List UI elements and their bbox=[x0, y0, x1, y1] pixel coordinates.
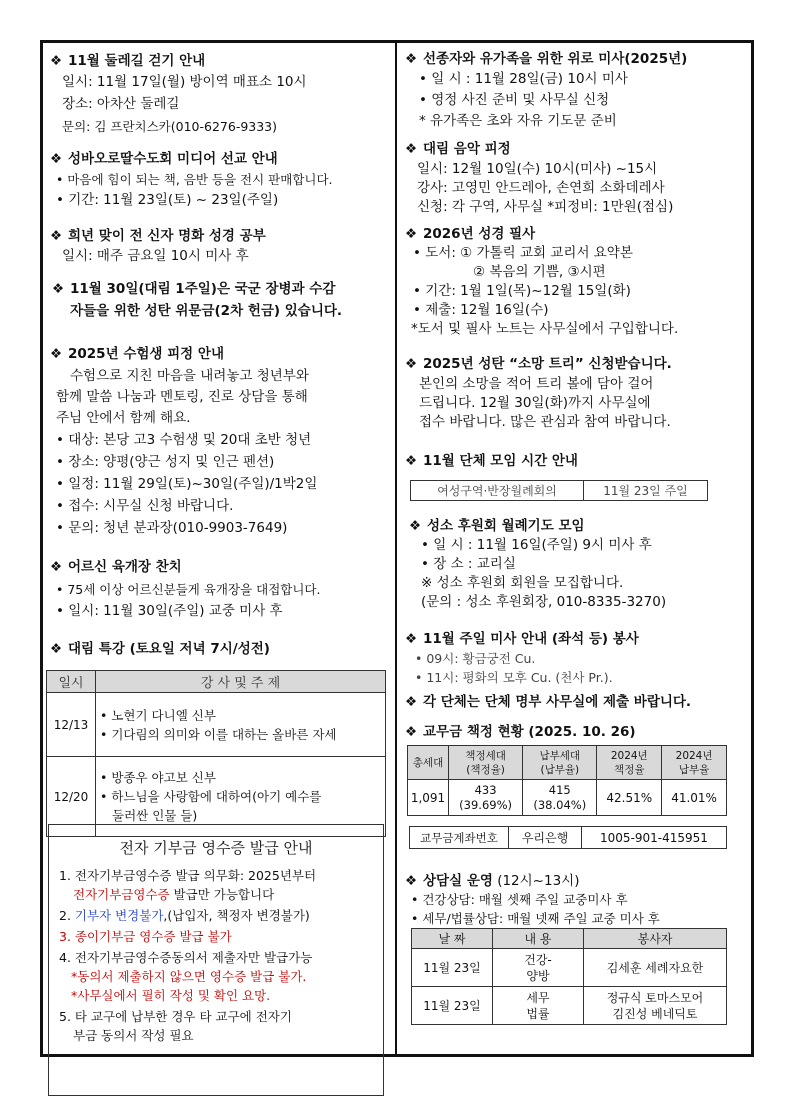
roster-title bbox=[405, 693, 691, 711]
christmas-gift-line: 자들을 위한 성탄 위문금(2차 헌금) 있습니다. bbox=[70, 303, 343, 319]
receipt-text: 2. bbox=[59, 908, 75, 923]
counsel-title-text: 상담실 운영 bbox=[423, 873, 493, 889]
column-header: 2024년 책정율 bbox=[597, 746, 662, 780]
christmas-gift-section bbox=[52, 280, 342, 320]
christmas-gift-text: 11월 30일(대림 1주일)은 국군 장병과 수감 bbox=[70, 281, 336, 297]
lecture-date: 12/20 bbox=[47, 757, 96, 837]
receipt-item-5-cont: 부금 동의서 작성 필요 bbox=[73, 1028, 194, 1043]
column-header: 봉사자 bbox=[584, 929, 727, 949]
column-divider bbox=[395, 40, 397, 1057]
memorial-line: • 영정 사진 준비 및 사무실 신청 bbox=[419, 92, 610, 108]
lecture-detail bbox=[96, 693, 386, 757]
bible-copy-line: • 제출: 12월 16일(수) bbox=[413, 302, 549, 318]
diamond-icon: ❖ bbox=[409, 518, 422, 534]
table-row bbox=[47, 693, 386, 757]
receipt-note: *동의서 제출하지 않으면 영수증 발급 불가. bbox=[71, 969, 307, 984]
exam-retreat-line: • 장소: 양평(양근 성지 및 인근 펜션) bbox=[56, 454, 275, 470]
table-row bbox=[411, 481, 708, 501]
counsel-content: 세무 법률 bbox=[493, 987, 584, 1025]
column-header: 내 용 bbox=[493, 929, 584, 949]
receipt-note: *사무실에서 필히 작성 및 확인 요망. bbox=[71, 988, 271, 1003]
column-header: 강 사 및 주 제 bbox=[96, 671, 386, 693]
walk-title-text: 11월 둘레길 걷기 안내 bbox=[68, 53, 206, 69]
sponsors-line: • 일 시 : 11월 16일(주일) 9시 미사 후 bbox=[421, 537, 652, 553]
bible-copy-title bbox=[405, 225, 678, 243]
roster-title-text: 각 단체는 단체 명부 사무실에 제출 바랍니다. bbox=[423, 694, 692, 710]
sunday-mass-line: • 11시: 평화의 모후 Cu. (천사 Pr.). bbox=[415, 670, 613, 685]
receipt-item-4: 4. 전자기부금영수증동의서 제출자만 발급가능 bbox=[59, 950, 313, 965]
sponsors-line: ※ 성소 후원회 회원을 모집합니다. bbox=[421, 575, 624, 591]
hope-tree-line: 접수 바랍니다. 많은 관심과 참여 바랍니다. bbox=[419, 414, 671, 430]
media-title bbox=[50, 150, 333, 168]
group-meeting-name: 여성구역·반장월례회의 bbox=[411, 481, 584, 501]
lecture-topic: 기다림의 의미와 이를 대하는 올바른 자세 bbox=[111, 726, 337, 742]
advent-retreat-line: 강사: 고영민 안드레아, 손연희 소화데레사 bbox=[417, 180, 665, 196]
media-line: • 기간: 11월 23일(토) ~ 23일(주일) bbox=[56, 192, 279, 208]
elders-line: • 일시: 11월 30일(주일) 교중 미사 후 bbox=[56, 603, 283, 619]
column-header: 날 짜 bbox=[412, 929, 493, 949]
diamond-icon: ❖ bbox=[50, 641, 63, 657]
counsel-volunteer: 정규식 토마스모어 김진성 베네딕토 bbox=[584, 987, 727, 1025]
table-header-row bbox=[47, 671, 386, 693]
lecture-speaker: 노현기 다니엘 신부 bbox=[111, 707, 216, 723]
elders-line: • 75세 이상 어르신분들게 육개장을 대접합니다. bbox=[56, 582, 321, 597]
bible-study-section bbox=[50, 227, 266, 266]
list-item: • 기다림의 의미와 이를 대하는 올바른 자세 bbox=[100, 726, 337, 742]
dues-value: 415 (38.04%) bbox=[523, 780, 597, 816]
account-number: 1005-901-415951 bbox=[582, 827, 727, 849]
roster-section bbox=[405, 693, 691, 711]
bible-study-line: 일시: 매주 금요일 10시 미사 후 bbox=[62, 248, 249, 264]
counsel-table bbox=[411, 928, 727, 1025]
receipt-highlight: 기부자 변경불가 bbox=[74, 908, 164, 923]
group-meeting-table bbox=[410, 480, 708, 501]
sponsors-line: • 장 소 : 교리실 bbox=[421, 556, 516, 572]
advent-retreat-line: 신청: 각 구역, 사무실 *피정비: 1만원(점심) bbox=[417, 199, 674, 215]
advent-lecture-title bbox=[50, 640, 270, 658]
media-section bbox=[50, 150, 333, 210]
table-row bbox=[408, 780, 727, 816]
diamond-icon: ❖ bbox=[50, 151, 63, 167]
hope-tree-title bbox=[405, 355, 672, 373]
receipt-highlight: 전자기부금영수증 bbox=[73, 887, 170, 902]
hope-tree-line: 드립니다. 12월 30일(화)까지 사무실에 bbox=[419, 395, 651, 411]
advent-lecture-section bbox=[50, 640, 270, 658]
diamond-icon: ❖ bbox=[405, 453, 418, 469]
sponsors-section bbox=[409, 517, 666, 612]
memorial-line: * 유가족은 초와 자유 기도문 준비 bbox=[419, 113, 617, 129]
exam-retreat-line: • 문의: 청년 분과장(010-9903-7649) bbox=[56, 520, 288, 536]
lecture-date: 12/13 bbox=[47, 693, 96, 757]
diamond-icon: ❖ bbox=[52, 281, 65, 297]
receipt-item-2 bbox=[59, 906, 383, 925]
receipt-box bbox=[48, 824, 384, 1096]
hope-tree-section bbox=[405, 355, 672, 432]
diamond-icon: ❖ bbox=[405, 141, 418, 157]
bible-copy-line: ② 복음의 기쁨, ③시편 bbox=[473, 264, 606, 280]
bible-copy-line: • 도서: ① 가톨릭 교회 교리서 요약본 bbox=[413, 245, 633, 261]
counsel-line: • 건강상담: 매월 셋째 주일 교중미사 후 bbox=[411, 892, 628, 907]
account-table bbox=[409, 826, 727, 849]
christmas-gift-line bbox=[52, 280, 342, 298]
receipt-item-1: 1. 전자기부금영수증 발급 의무화: 2025년부터 bbox=[59, 868, 317, 883]
sponsors-line: (문의 : 성소 후원회장, 010-8335-3270) bbox=[421, 594, 667, 610]
lecture-topic: 하느님을 사랑함에 대하여(아기 예수를 bbox=[111, 789, 322, 804]
counsel-line: • 세무/법률상담: 매월 넷째 주일 교중 미사 후 bbox=[411, 911, 660, 926]
diamond-icon: ❖ bbox=[405, 724, 418, 740]
exam-retreat-section bbox=[50, 345, 317, 538]
advent-lecture-table bbox=[46, 670, 386, 837]
walk-line: 일시: 11월 17일(월) 방이역 매표소 10시 bbox=[62, 74, 307, 90]
group-meeting-date: 11월 23일 주일 bbox=[584, 481, 708, 501]
dues-value: 433 (39.69%) bbox=[449, 780, 523, 816]
bible-copy-title-text: 2026년 성경 필사 bbox=[423, 226, 536, 242]
group-meeting-section bbox=[405, 452, 578, 470]
receipt-item-5: 5. 타 교구에 납부한 경우 타 교구에 전자기 bbox=[59, 1009, 292, 1024]
sunday-mass-line: • 09시: 황금궁전 Cu. bbox=[415, 651, 536, 666]
column-header: 책정세대 (책정율) bbox=[449, 746, 523, 780]
sponsors-title bbox=[409, 517, 666, 535]
walk-line: 장소: 아차산 둘레길 bbox=[62, 96, 180, 112]
advent-retreat-line: 일시: 12월 10일(수) 10시(미사) ~15시 bbox=[417, 161, 658, 177]
list-item: • 노현기 다니엘 신부 bbox=[100, 707, 216, 723]
bible-study-title-text: 희년 맞이 전 신자 명화 성경 공부 bbox=[68, 228, 266, 244]
walk-section bbox=[50, 52, 307, 136]
column-header: 납부세대 (납부율) bbox=[523, 746, 597, 780]
counsel-volunteer: 김세훈 세례자요한 bbox=[584, 949, 727, 987]
sunday-mass-title-text: 11월 주일 미사 안내 (좌석 등) 봉사 bbox=[423, 631, 639, 647]
group-meeting-title-text: 11월 단체 모임 시간 안내 bbox=[423, 453, 578, 469]
bible-copy-section bbox=[405, 225, 678, 339]
exam-retreat-title bbox=[50, 345, 317, 363]
diamond-icon: ❖ bbox=[405, 226, 418, 242]
bible-copy-line: • 기간: 1월 1일(목)~12월 15일(화) bbox=[413, 283, 631, 299]
lecture-topic-cont: 둘러싼 인물 들) bbox=[112, 808, 198, 823]
bank-name: 우리은행 bbox=[509, 827, 582, 849]
bible-study-title bbox=[50, 227, 266, 245]
exam-retreat-line: • 대상: 본당 고3 수험생 및 20대 초반 청년 bbox=[56, 432, 312, 448]
table-row bbox=[412, 987, 727, 1025]
table-header-row bbox=[408, 746, 727, 780]
memorial-title bbox=[405, 50, 687, 68]
dues-value: 1,091 bbox=[408, 780, 449, 816]
exam-retreat-line: • 접수: 시무실 신청 바랍니다. bbox=[56, 498, 234, 514]
receipt-text: ,(납입자, 책정자 변경불가) bbox=[163, 908, 310, 923]
advent-lecture-title-text: 대림 특강 (토요일 저녁 7시/성전) bbox=[68, 641, 270, 657]
hope-tree-title-text: 2025년 성탄 “소망 트리” 신청받습니다. bbox=[423, 356, 672, 372]
advent-retreat-section bbox=[405, 140, 673, 217]
table-row bbox=[410, 827, 727, 849]
memorial-title-text: 선종자와 유가족을 위한 위로 미사(2025년) bbox=[423, 51, 688, 67]
diamond-icon: ❖ bbox=[405, 873, 418, 889]
walk-line: 문의: 김 프란치스카(010-6276-9333) bbox=[62, 119, 278, 134]
account-label: 교무금계좌번호 bbox=[410, 827, 509, 849]
counsel-section bbox=[405, 872, 660, 928]
diamond-icon: ❖ bbox=[405, 694, 418, 710]
walk-title bbox=[50, 52, 307, 70]
group-meeting-title bbox=[405, 452, 578, 470]
counsel-title bbox=[405, 872, 660, 890]
counsel-date: 11월 23일 bbox=[412, 987, 493, 1025]
media-line: • 마음에 힘이 되는 책, 음반 등을 전시 판매합니다. bbox=[56, 172, 333, 187]
diamond-icon: ❖ bbox=[50, 559, 63, 575]
dues-title-text: 교무금 책정 현황 (2025. 10. 26) bbox=[423, 724, 636, 740]
diamond-icon: ❖ bbox=[50, 346, 63, 362]
sponsors-title-text: 성소 후원회 월례기도 모임 bbox=[427, 518, 585, 534]
receipt-text: 발급만 가능합니다 bbox=[169, 887, 275, 902]
dues-table bbox=[407, 745, 727, 816]
column-header: 총세대 bbox=[408, 746, 449, 780]
exam-retreat-line: • 일정: 11월 29일(토)~30일(주일)/1박2일 bbox=[56, 476, 318, 492]
table-header-row bbox=[412, 929, 727, 949]
sunday-mass-title bbox=[405, 630, 639, 648]
lecture-speaker: 방종우 야고보 신부 bbox=[111, 770, 216, 785]
dues-section bbox=[405, 723, 636, 741]
counsel-title-time: (12시~13시) bbox=[492, 873, 580, 889]
receipt-item-1-cont bbox=[59, 885, 383, 904]
receipt-title: 전자 기부금 영수증 발급 안내 bbox=[119, 839, 313, 857]
memorial-line: • 일 시 : 11월 28일(금) 10시 미사 bbox=[419, 71, 628, 87]
exam-retreat-intro: 수험으로 지친 마음을 내려놓고 청년부와 bbox=[70, 368, 309, 384]
media-title-text: 성바오로딸수도회 미디어 선교 안내 bbox=[68, 151, 278, 167]
column-header: 2024년 납부율 bbox=[662, 746, 727, 780]
list-item: • 방종우 야고보 신부 bbox=[100, 770, 216, 785]
column-header: 일시 bbox=[47, 671, 96, 693]
elders-section bbox=[50, 558, 320, 621]
advent-retreat-title-text: 대림 음악 피정 bbox=[423, 141, 511, 157]
advent-retreat-title bbox=[405, 140, 673, 158]
list-item: • 하느님을 사랑함에 대하여(아기 예수를 bbox=[100, 789, 322, 804]
counsel-date: 11월 23일 bbox=[412, 949, 493, 987]
dues-value: 42.51% bbox=[597, 780, 662, 816]
hope-tree-line: 본인의 소망을 적어 트리 볼에 담아 걸어 bbox=[419, 376, 654, 392]
dues-value: 41.01% bbox=[662, 780, 727, 816]
table-row bbox=[412, 949, 727, 987]
memorial-section bbox=[405, 50, 687, 131]
elders-title bbox=[50, 558, 320, 576]
exam-retreat-intro: 주님 안에서 함께 해요. bbox=[56, 410, 191, 426]
exam-retreat-title-text: 2025년 수험생 피정 안내 bbox=[68, 346, 225, 362]
sunday-mass-section bbox=[405, 630, 639, 687]
bible-copy-line: *도서 및 필사 노트는 사무실에서 구입합니다. bbox=[411, 321, 679, 337]
diamond-icon: ❖ bbox=[405, 631, 418, 647]
exam-retreat-intro: 함께 말씀 나눔과 멘토링, 진로 상담을 통해 bbox=[56, 389, 308, 405]
receipt-item-3: 3. 종이기부금 영수증 발급 불가 bbox=[59, 929, 232, 944]
diamond-icon: ❖ bbox=[50, 228, 63, 244]
diamond-icon: ❖ bbox=[50, 53, 63, 69]
diamond-icon: ❖ bbox=[405, 51, 418, 67]
elders-title-text: 어르신 육개장 찬치 bbox=[68, 559, 182, 575]
dues-title bbox=[405, 723, 636, 741]
diamond-icon: ❖ bbox=[405, 356, 418, 372]
counsel-content: 건강- 양방 bbox=[493, 949, 584, 987]
